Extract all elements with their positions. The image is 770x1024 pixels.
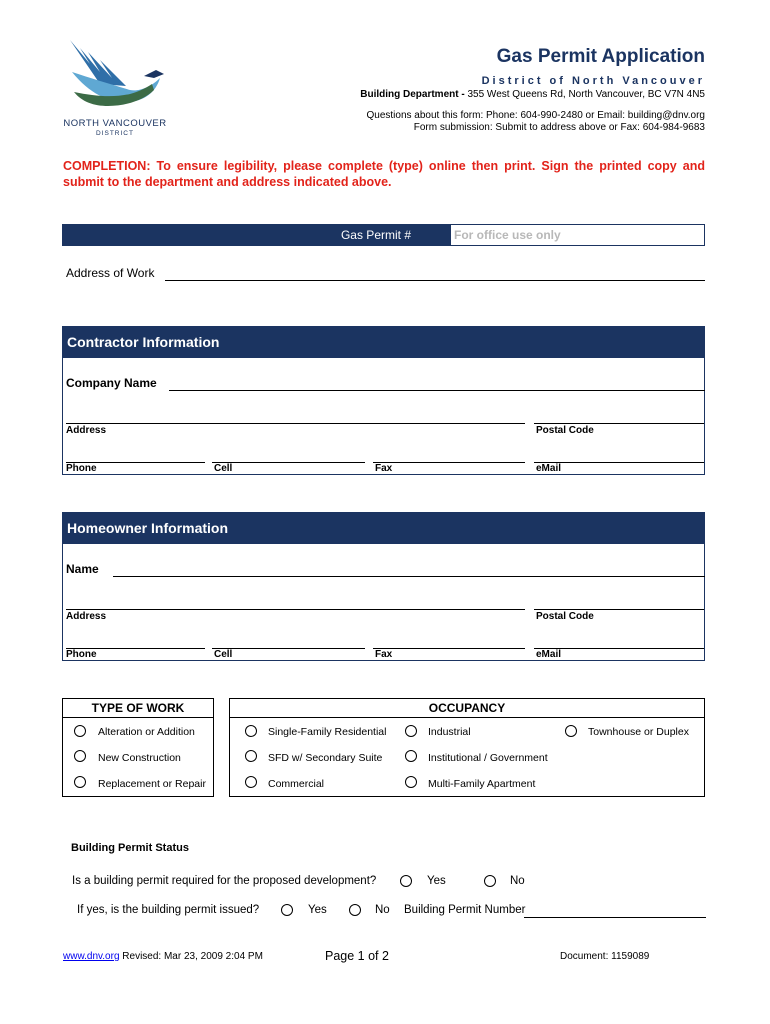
district-logo	[60, 34, 170, 137]
questions-contact: Questions about this form: Phone: 604-990-2480 or Email: building@dnv.org	[366, 110, 705, 121]
occupancy-box	[229, 698, 705, 797]
replacement-label: Replacement or Repair	[98, 778, 206, 790]
homeowner-section-title: Homeowner Information	[63, 513, 704, 543]
page-title: Gas Permit Application	[496, 46, 705, 67]
footer-left	[63, 951, 263, 962]
logo-text-district: DISTRICT	[96, 130, 134, 137]
gas-permit-bar	[62, 224, 705, 246]
homeowner-address-field[interactable]	[66, 609, 525, 610]
building-permit-status-title: Building Permit Status	[71, 842, 189, 854]
dnv-website-link[interactable]: www.dnv.org	[63, 951, 120, 962]
company-name-field[interactable]	[169, 390, 705, 391]
homeowner-phone-label: Phone	[66, 649, 97, 660]
contractor-address-label: Address	[66, 425, 107, 436]
gas-permit-label: Gas Permit #	[63, 225, 451, 245]
homeowner-postal-field[interactable]	[534, 609, 704, 610]
contractor-fax-field[interactable]	[373, 462, 525, 463]
permit-required-no-label: No	[510, 875, 525, 887]
new-construction-label: New Construction	[98, 752, 181, 764]
homeowner-cell-label: Cell	[214, 649, 233, 660]
contractor-phone-label: Phone	[66, 463, 97, 474]
contractor-fax-label: Fax	[375, 463, 393, 474]
sfd-secondary-suite-label: SFD w/ Secondary Suite	[268, 752, 383, 764]
homeowner-cell-field[interactable]	[212, 648, 365, 649]
commercial-radio[interactable]	[245, 776, 257, 788]
replacement-radio[interactable]	[74, 776, 86, 788]
building-permit-number-label: Building Permit Number	[404, 904, 526, 916]
district-name: District of North Vancouver	[481, 75, 705, 87]
department-address	[300, 89, 705, 100]
institutional-radio[interactable]	[405, 750, 417, 762]
company-name-label: Company Name	[66, 376, 157, 390]
alteration-label: Alteration or Addition	[98, 726, 195, 738]
homeowner-address-label: Address	[66, 611, 107, 622]
contractor-section-title: Contractor Information	[63, 327, 704, 357]
permit-required-question: Is a building permit required for the proposed development?	[72, 875, 377, 887]
contractor-section	[62, 326, 705, 475]
alteration-radio[interactable]	[74, 725, 86, 737]
document-number: Document: 1159089	[560, 951, 650, 962]
contractor-postal-label: Postal Code	[536, 425, 594, 436]
homeowner-section	[62, 512, 705, 661]
permit-required-yes-radio[interactable]	[400, 875, 412, 887]
sfd-secondary-suite-radio[interactable]	[245, 750, 257, 762]
type-of-work-box	[62, 698, 214, 797]
homeowner-name-label: Name	[66, 562, 99, 576]
contractor-cell-field[interactable]	[212, 462, 365, 463]
new-construction-radio[interactable]	[74, 750, 86, 762]
eagle-logo-icon	[60, 34, 170, 114]
contractor-postal-field[interactable]	[534, 423, 704, 424]
submission-info: Form submission: Submit to address above or Fax: 604-984-9683	[413, 122, 705, 133]
logo-text-north-vancouver: NORTH VANCOUVER	[63, 118, 167, 129]
townhouse-label: Townhouse or Duplex	[588, 726, 689, 738]
page-number: Page 1 of 2	[325, 949, 389, 963]
industrial-label: Industrial	[428, 726, 471, 738]
department-address-text: 355 West Queens Rd, North Vancouver, BC V7N 4N5	[467, 89, 705, 100]
institutional-label: Institutional / Government	[428, 752, 548, 764]
commercial-label: Commercial	[268, 778, 325, 790]
completion-instructions: COMPLETION: To ensure legibility, please complete (type) online then print. Sign the printed copy and submit to the department and address indicated above.	[63, 159, 705, 189]
address-of-work-field[interactable]	[165, 280, 705, 281]
single-family-label: Single-Family Residential	[268, 726, 387, 738]
revised-date: Revised: Mar 23, 2009 2:04 PM	[119, 951, 263, 962]
building-permit-number-field[interactable]	[524, 917, 706, 918]
address-of-work-label: Address of Work	[66, 266, 155, 280]
contractor-address-field[interactable]	[66, 423, 525, 424]
occupancy-title: OCCUPANCY	[230, 699, 704, 718]
homeowner-fax-label: Fax	[375, 649, 393, 660]
contractor-cell-label: Cell	[214, 463, 233, 474]
homeowner-name-field[interactable]	[113, 576, 705, 577]
permit-required-no-radio[interactable]	[484, 875, 496, 887]
multi-family-label: Multi-Family Apartment	[428, 778, 536, 790]
permit-issued-no-label: No	[375, 904, 390, 916]
homeowner-email-label: eMail	[536, 649, 562, 660]
permit-issued-yes-label: Yes	[308, 904, 327, 916]
permit-issued-no-radio[interactable]	[349, 904, 361, 916]
permit-required-yes-label: Yes	[427, 875, 446, 887]
contractor-email-label: eMail	[536, 463, 562, 474]
permit-issued-yes-radio[interactable]	[281, 904, 293, 916]
permit-issued-question: If yes, is the building permit issued?	[77, 904, 260, 916]
department-label: Building Department -	[360, 89, 468, 100]
single-family-radio[interactable]	[245, 725, 257, 737]
multi-family-radio[interactable]	[405, 776, 417, 788]
homeowner-postal-label: Postal Code	[536, 611, 594, 622]
townhouse-radio[interactable]	[565, 725, 577, 737]
type-of-work-title: TYPE OF WORK	[63, 699, 213, 718]
industrial-radio[interactable]	[405, 725, 417, 737]
office-use-field[interactable]: For office use only	[454, 228, 561, 242]
homeowner-fax-field[interactable]	[373, 648, 525, 649]
